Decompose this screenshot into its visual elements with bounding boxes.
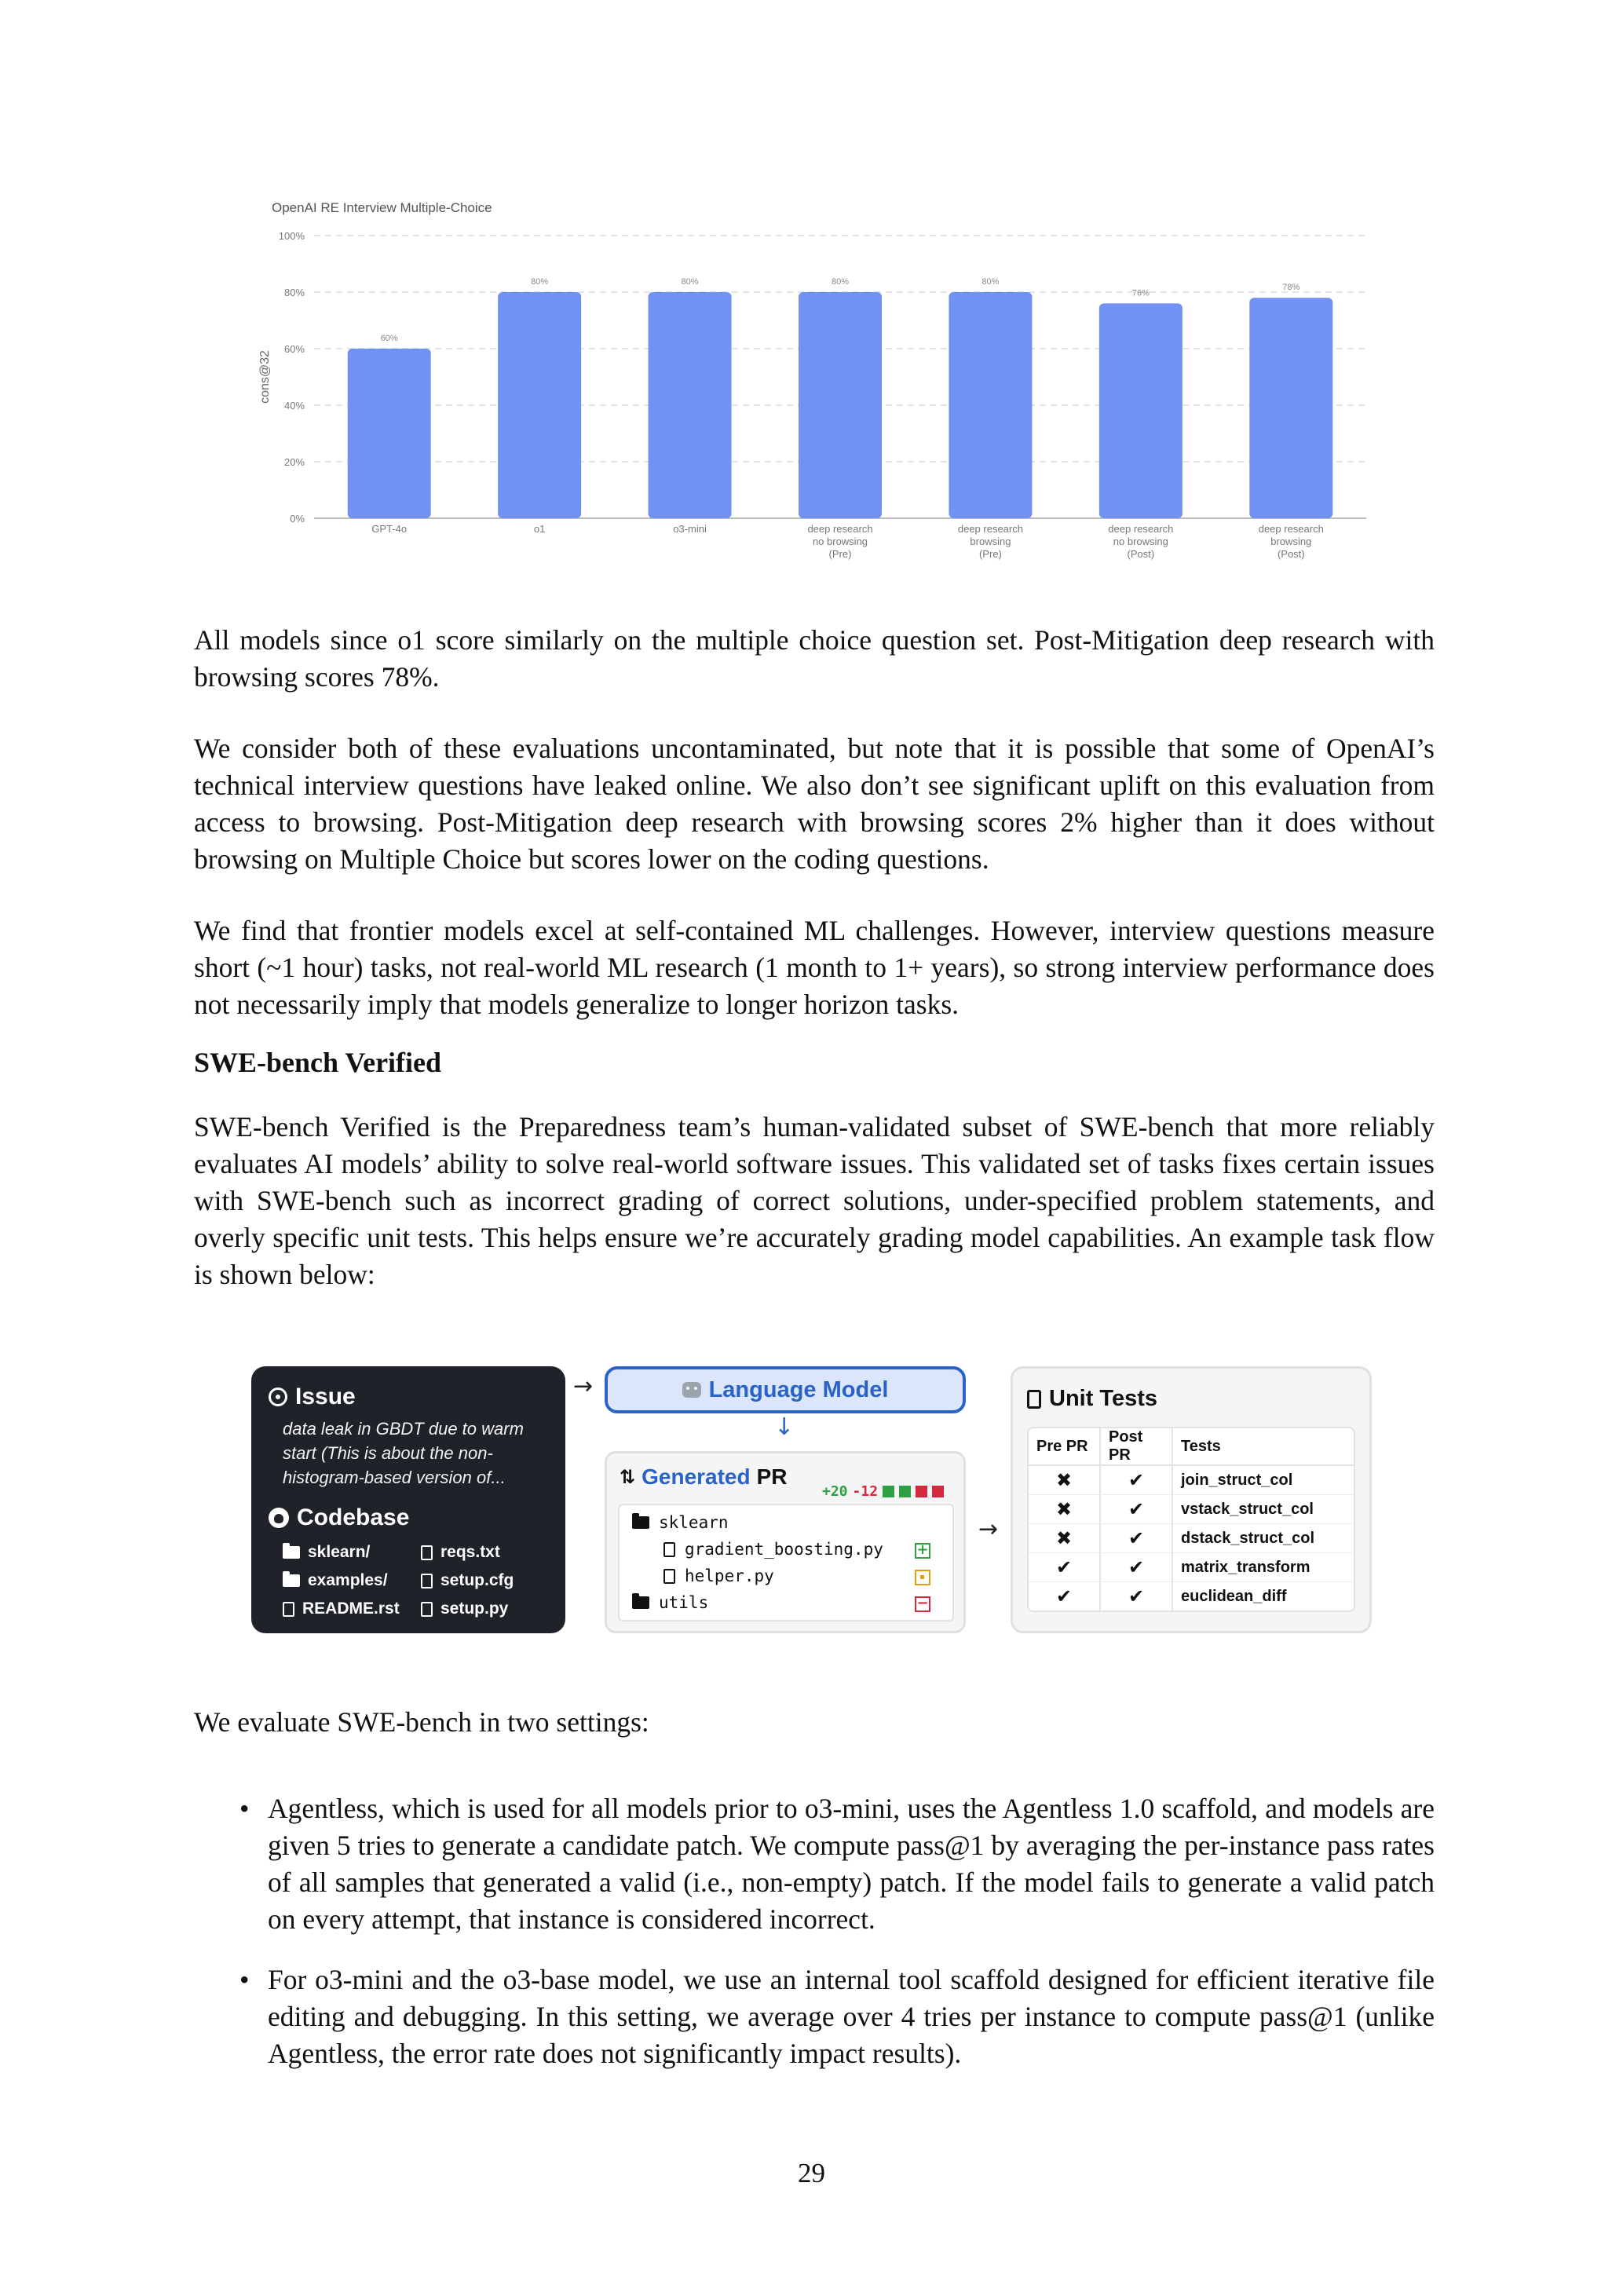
file-entry: reqs.txt	[421, 1541, 554, 1564]
unit-tests-box	[1011, 1366, 1372, 1633]
issue-codebase-card	[251, 1366, 565, 1633]
data-label: 60%	[380, 334, 398, 343]
bullet-icon: •	[239, 1793, 250, 1824]
paragraph-results: All models since o1 score similarly on the multiple choice question set. Post-Mitigation deep research with browsing scores 78%.	[194, 624, 1435, 693]
x-tick-label: deep research	[1258, 523, 1324, 535]
paragraph-swe-bench: SWE-bench Verified is the Preparedness team’s human-validated subset of SWE-bench that more reliably evaluates AI models’ ability to solve real-world software issues. This validated set of tasks fixes certain issues with SWE-bench such as incorrect grading of correct solutions, under-specified problem statements, and overly specific unit tests. This helps ensure we’re accurately grading model capabilities. An example task flow is shown below:	[194, 1111, 1435, 1290]
x-tick-label: no browsing	[812, 536, 868, 547]
tree-row: sklearn	[632, 1513, 729, 1532]
diff-block-added	[899, 1486, 911, 1497]
test-name: dstack_struct_col	[1172, 1524, 1354, 1553]
file-icon	[421, 1545, 433, 1560]
section-heading: SWE-bench Verified	[194, 1047, 442, 1078]
arrow-right-icon: →	[978, 1515, 999, 1543]
file-entry: setup.py	[421, 1597, 554, 1621]
bullet-icon: •	[239, 1964, 250, 1995]
data-label: 78%	[1282, 283, 1300, 293]
pass-icon: ✔	[1099, 1553, 1172, 1582]
x-tick-label: browsing	[970, 536, 1011, 547]
bar	[348, 349, 431, 518]
checklist-icon	[1027, 1390, 1041, 1409]
issue-description: data leak in GBDT due to warm start (This is about the non-histogram-based version of...	[283, 1419, 524, 1487]
pass-icon: ✔	[1099, 1524, 1172, 1553]
folder-icon	[283, 1574, 300, 1587]
data-label: 80%	[531, 277, 549, 287]
arrow-right-icon: →	[573, 1373, 594, 1400]
folder-icon	[283, 1546, 300, 1559]
x-tick-label: o3-mini	[673, 523, 707, 535]
codebase-files	[283, 1541, 557, 1621]
pass-icon: ✔	[1099, 1582, 1172, 1610]
folder-icon	[632, 1516, 649, 1529]
file-entry: README.rst	[283, 1597, 421, 1621]
file-icon	[421, 1602, 433, 1617]
file-added-icon: +	[915, 1543, 930, 1559]
table-row	[1029, 1582, 1354, 1610]
github-icon	[269, 1508, 289, 1528]
y-tick-label: 100%	[278, 230, 305, 242]
chart-title: OpenAI RE Interview Multiple-Choice	[272, 200, 492, 215]
test-name: join_struct_col	[1172, 1466, 1354, 1495]
pass-icon: ✔	[1055, 1585, 1073, 1607]
tree-row: gradient_boosting.py	[663, 1540, 883, 1559]
diff-stat: +20 -12	[822, 1483, 944, 1500]
x-tick-label: deep research	[807, 523, 873, 535]
file-entry: setup.cfg	[421, 1569, 554, 1592]
y-tick-label: 60%	[283, 343, 305, 355]
mc-bar-chart	[251, 188, 1382, 565]
x-tick-label: (Post)	[1127, 548, 1155, 560]
paragraph-frontier-models: We find that frontier models excel at self-contained ML challenges. However, interview questions measure short (~1 hour) tasks, not real-world ML research (1 month to 1+ years), so strong interview performance does not necessarily imply that models generalize to longer horizon tasks.	[194, 915, 1435, 1020]
test-name: vstack_struct_col	[1172, 1495, 1354, 1524]
issue-title: Issue	[269, 1384, 356, 1410]
y-tick-label: 80%	[283, 287, 305, 298]
file-modified-icon	[915, 1570, 930, 1585]
language-model-box: Language Model	[605, 1366, 966, 1413]
table-row	[1029, 1495, 1354, 1524]
tree-row: utils	[632, 1593, 708, 1612]
diff-block-removed	[932, 1486, 944, 1497]
unit-tests-rows	[1029, 1466, 1354, 1610]
x-tick-label: no browsing	[1113, 536, 1168, 547]
column-header: Pre PR	[1029, 1428, 1099, 1466]
bar	[1249, 298, 1332, 518]
list-item: • Agentless, which is used for all models prior to o3-mini, uses the Agentless 1.0 scaffold, and models are given 5 tries to generate a candidate patch. We compute pass@1 by averaging the per-instance pass rates of all samples that generated a valid (i.e., non-empty) patch. If the model fails to generate a valid patch on every attempt, that instance is considered incorrect.	[194, 1790, 1435, 1938]
unit-tests-title: Unit Tests	[1027, 1386, 1157, 1412]
codebase-title: Codebase	[269, 1504, 409, 1531]
file-deleted-icon: −	[915, 1596, 930, 1612]
fail-icon: ✖	[1029, 1524, 1099, 1553]
unit-tests-table	[1027, 1427, 1355, 1612]
x-tick-label: GPT-4o	[371, 523, 408, 535]
file-icon	[283, 1602, 294, 1617]
page-number: 29	[798, 2158, 825, 2188]
column-header: Post PR	[1099, 1428, 1172, 1466]
paragraph-settings: We evaluate SWE-bench in two settings:	[194, 1706, 649, 1738]
bar	[498, 292, 581, 518]
bar	[649, 292, 732, 518]
table-row	[1029, 1524, 1354, 1553]
x-tick-label: deep research	[1108, 523, 1174, 535]
settings-list	[194, 1790, 1435, 2096]
x-tick-label: browsing	[1270, 536, 1312, 547]
pass-icon: ✔	[1029, 1553, 1099, 1582]
generated-pr-box	[605, 1451, 966, 1633]
y-tick-label: 0%	[290, 513, 305, 525]
bar	[1099, 303, 1183, 518]
fail-icon: ✖	[1029, 1466, 1099, 1495]
task-flow-diagram	[251, 1366, 1382, 1641]
diff-block-removed	[916, 1486, 927, 1497]
data-label: 80%	[831, 277, 850, 287]
file-icon	[421, 1574, 433, 1589]
table-row	[1029, 1553, 1354, 1582]
file-icon	[663, 1569, 675, 1584]
bar	[799, 292, 882, 518]
data-label: 80%	[981, 277, 1000, 287]
arrow-down-icon: ↓	[774, 1413, 795, 1441]
robot-icon	[682, 1382, 701, 1398]
data-label: 76%	[1131, 288, 1150, 298]
diff-block-added	[883, 1486, 894, 1497]
bar	[949, 292, 1032, 518]
pull-request-icon: ⇅	[620, 1466, 636, 1488]
table-row	[1029, 1466, 1354, 1495]
paragraph-contamination: We consider both of these evaluations uncontaminated, but note that it is possible that some of OpenAI’s technical interview questions have leaked online. We also don’t see significant uplift on this evaluation from access to browsing. Post-Mitigation deep research with browsing scores 2% higher than it does without browsing on Multiple Choice but scores lower on the coding questions.	[194, 733, 1435, 875]
x-tick-label: o1	[533, 523, 546, 535]
y-axis-label: cons@32	[258, 350, 272, 404]
test-name: euclidean_diff	[1172, 1582, 1354, 1610]
data-label: 80%	[681, 277, 699, 287]
test-name: matrix_transform	[1172, 1553, 1354, 1582]
folder-icon	[632, 1596, 649, 1609]
x-tick-label: deep research	[957, 523, 1023, 535]
pass-icon: ✔	[1099, 1495, 1172, 1524]
table-header-row	[1029, 1428, 1354, 1466]
pr-title: ⇅ Generated PR	[620, 1464, 788, 1489]
x-tick-label: (Post)	[1277, 548, 1305, 560]
x-tick-label: (Pre)	[978, 548, 1002, 560]
list-item: • For o3-mini and the o3-base model, we use an internal tool scaffold designed for efficient iterative file editing and debugging. In this setting, we average over 4 tries per instance to compute pass@1 (unlike Agentless, the error rate does not significantly impact results).	[194, 1961, 1435, 2072]
x-tick-label: (Pre)	[828, 548, 852, 560]
tree-row: helper.py	[663, 1567, 774, 1585]
y-tick-label: 40%	[283, 400, 305, 411]
file-icon	[663, 1542, 675, 1557]
column-header: Tests	[1172, 1428, 1354, 1466]
file-tree	[618, 1504, 954, 1621]
pass-icon: ✔	[1099, 1466, 1172, 1495]
y-tick-label: 20%	[283, 456, 305, 468]
file-entry: sklearn/	[283, 1541, 421, 1564]
file-entry: examples/	[283, 1569, 421, 1592]
issue-icon	[269, 1387, 287, 1406]
fail-icon: ✖	[1029, 1495, 1099, 1524]
